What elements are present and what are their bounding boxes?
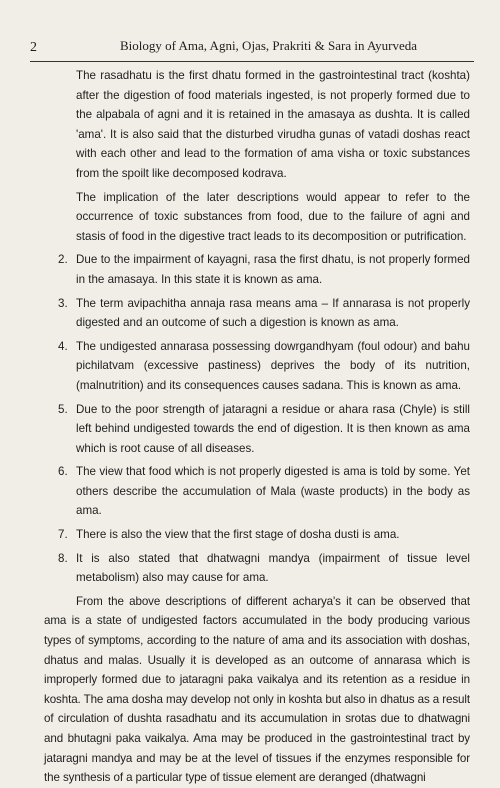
item-number: 6.	[58, 465, 68, 479]
list-item	[44, 294, 470, 333]
item-text: The view that food which is not properly digested is ama is told by some. Yet others describe the accumulation of Mala (waste products) in the body as ama.	[76, 465, 470, 518]
page-number: 2	[30, 40, 37, 55]
item-text: The term avipachitha annaja rasa means ama – If annarasa is not properly digested and an outcome of such a digestion is known as ama.	[76, 296, 470, 330]
running-title: Biology of Ama, Agni, Ojas, Prakriti & Sara in Ayurveda	[120, 38, 418, 53]
item-text: Due to the poor strength of jataragni a residue or ahara rasa (Chyle) is still left behind undigested towards the end of digestion. It is then known as ama which is root cause of all diseases.	[76, 402, 470, 455]
list-item	[44, 549, 470, 588]
list-item	[44, 400, 470, 459]
item-number: 5.	[58, 402, 68, 416]
item-number: 4.	[58, 339, 68, 353]
page-body	[44, 66, 470, 788]
header-rule	[30, 61, 474, 62]
item-number: 2.	[58, 253, 68, 267]
item-text: It is also stated that dhatwagni mandya (impairment of tissue level metabolism) also may cause for ama.	[76, 551, 470, 585]
item-text: There is also the view that the first stage of dosha dusti is ama.	[76, 528, 400, 542]
list-item	[44, 462, 470, 521]
list-item	[44, 250, 470, 289]
running-header	[30, 36, 474, 58]
list-item	[44, 337, 470, 396]
item-text: The undigested annarasa possessing dowrgandhyam (foul odour) and bahu pichilatvam (excessive pastiness) deprives the body of its nutrition, (malnutrition) and its consequences causes sadana. This is known as ama.	[76, 339, 470, 392]
item-number: 3.	[58, 296, 68, 310]
ama-definitions-list	[44, 250, 470, 588]
item-number: 8.	[58, 551, 68, 565]
item-text: Due to the impairment of kayagni, rasa the first dhatu, is not properly formed in the amasaya. In this state it is known as ama.	[76, 253, 470, 286]
intro-paragraph-1: The rasadhatu is the first dhatu formed in the gastrointestinal tract (koshta) after the digestion of food materials ingested, is not properly formed due to the alpabala of agni and it is retained in the amasaya as dushta. It is called 'ama'. It is also said that the disturbed virudha gunas of vatadi doshas react with each other and lead to the formation of ama visha or toxic substances from the spoilt like decomposed kodrava.	[76, 69, 470, 180]
intro-paragraph-2: The implication of the later descriptions would appear to refer to the occurrence of toxic substances from food, due to the failure of agni and stasis of food in the digestive tract leads to its decomposition or putrification.	[76, 190, 470, 243]
closing-paragraph: From the above descriptions of different acharya's it can be observed that ama is a state of undigested factors accumulated in the body producing various types of symptoms, according to the nature of ama and its association with doshas, dhatus and malas. Usually it is developed as an outcome of annarasa which is improperly formed due to jataragni paka vaikalya and its retention as a residue in koshta. The ama dosha may develop not only in koshta but also in dhatus as a result of circulation of dushta rasadhatu and its accumulation in srotas due to dhatwagni and bhutagni paka vaikalya. Ama may be produced in the gastrointestinal tract by jataragni mandya and may be at the level of tissues if the enzymes responsible for the synthesis of a particular type of tissue element are deranged (dhatwagni	[44, 594, 470, 785]
item-number: 7.	[58, 528, 68, 542]
list-item	[44, 525, 470, 545]
